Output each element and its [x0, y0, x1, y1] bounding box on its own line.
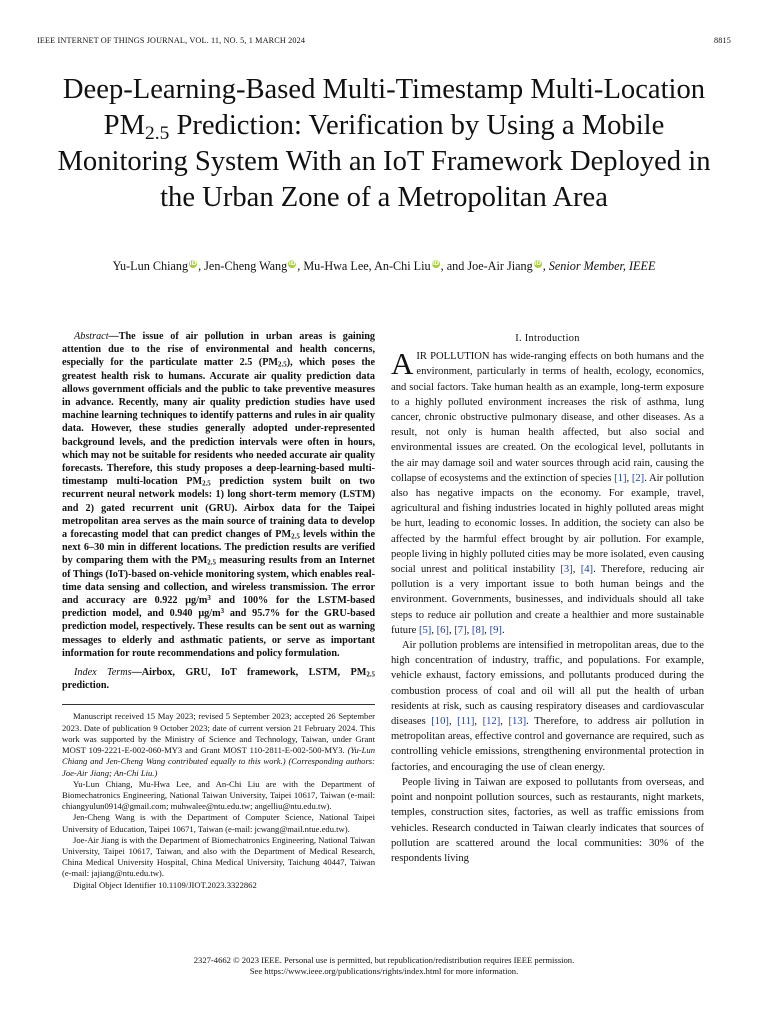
abstract-superscript: 3	[220, 608, 225, 616]
citation-link[interactable]: [10]	[431, 716, 449, 728]
index-terms-text: prediction.	[62, 680, 110, 692]
permissions-line: See https://www.ieee.org/publications/rights/index.html for more information.	[249, 966, 519, 976]
orcid-icon[interactable]: iD	[432, 260, 440, 267]
paragraph-text: . Air pollution also has negative impacts on the economy. For example, travel, agricultural and fishing industries located in highly polluted areas might be hurt, leading to economic losses. In addition, the society can also be affected by the harmful effect brought by air pollution. For example, people living in highly polluted cities may be more isolated, even causing social unrest and political instability	[391, 472, 705, 576]
journal-info: IEEE INTERNET OF THINGS JOURNAL, VOL. 11, NO. 5, 1 MARCH 2024	[37, 36, 306, 45]
footnote-affiliation-2: Jen-Cheng Wang is with the Department of Computer Science, National Taipei University of Education, Taipei 10671, Taiwan (e-mail: jcwang@mail.ntue.edu.tw).	[62, 812, 375, 834]
separator: ,	[474, 716, 483, 728]
abstract-subscript: 2.5	[202, 480, 211, 488]
paragraph-text: . Therefore, to address air pollution in metropolitan areas, effective control and governance are required, such as controlling vehicle emissions, strengthening environmental protection in factories, and encouraging the use of clean energy.	[391, 716, 704, 773]
citation-link[interactable]: [6]	[436, 624, 449, 636]
intro-paragraph-3: People living in Taiwan are exposed to pollutants from overseas, and point and nonpoint pollution sources, such as restaurants, night markets, temples, construction sites, factories, as well as traffic emissions from vehicles. Research conducted in Taiwan clearly indicates that sources of pollution are scattered around the local communities: 30% of the respondents living	[391, 776, 704, 864]
doi: Digital Object Identifier 10.1109/JIOT.2023.3322862	[73, 879, 257, 890]
separator: ,	[431, 624, 437, 636]
author-2: , Jen-Cheng Wang	[198, 259, 288, 273]
left-column	[62, 330, 375, 891]
abstract-text: measuring results from an Internet of Things (IoT)-based on-vehicle monitoring system, which enables real-time data sensing and collection, and wireless transmission. The error and accuracy are 0.922 μg/m	[62, 555, 375, 607]
paragraph-text: IR POLLUTION has wide-ranging effects on both humans and the environment, particularly in terms of health, ecology, economics, and social factors. Take human health as an example, long-term exposure to a highly polluted environment increases the risk of asthma, lung cancer, chronic obstructive pulmonary disease, and other diseases. As a result, not only is human health affected, but also social and environmental issues are created. On the ecological level, pollutants in the air may damage soil and water sources through acid rain, causing the collapse of ecosystems and the extinction of species	[391, 351, 704, 484]
footnote-affiliation-1: Yu-Lun Chiang, Mu-Hwa Lee, and An-Chi Liu are with the Department of Biomechatronics Engineering, National Taiwan University, Taipei 10617, Taiwan (e-mail: chiangyulun0914@gmail.com; muhwalee@ntu.edu.tw; angelliu@ntu.edu.tw).	[62, 778, 375, 812]
footnote-text: Manuscript received 15 May 2023; revised 5 September 2023; accepted 26 September 2023. Date of publication 9 October 2023; date of current version 21 February 2024. This work was supported by the Ministry of Science and Technology, Taiwan, under Grant MOST 109-2221-E-002-060-MY3 and Grant MOST 110-2811-E-002-500-MY3.	[62, 711, 375, 756]
abstract-label: Abstract	[74, 331, 109, 342]
author-1: Yu-Lun Chiang	[112, 259, 189, 273]
footnotes	[62, 711, 375, 890]
separator: ,	[466, 624, 472, 636]
index-terms-subscript: 2.5	[366, 671, 375, 679]
citation-link[interactable]: [9]	[489, 624, 502, 636]
paper-title	[40, 72, 728, 216]
drop-cap: A	[391, 346, 414, 382]
citation-link[interactable]: [2]	[631, 472, 645, 484]
abstract-text: —The issue of air pollution in urban areas is gaining attention due to the rise of environmental and health concerns, especially for the particulate matter 2.5 (PM	[62, 331, 375, 369]
intro-body	[391, 346, 705, 866]
index-terms	[62, 666, 375, 692]
abstract-subscript: 2.5	[278, 362, 287, 370]
abstract-text: levels within the next 6–30 min in different locations. The prediction results are verified by comparing them with the PM	[62, 529, 375, 567]
citation-link[interactable]: [5]	[418, 624, 432, 636]
abstract-text: ), which poses the greatest health risk to humans. Accurate air quality prediction data allows government officials and the public to take preventive measures in advance. Recently, many air quality prediction studies have used machine learning techniques to identify patterns and rules in air quality data. However, these studies generally adopted under-represented background levels, and the prediction intervals were often in hours, which may not be suitable for residents who needed accurate air quality forecasts. Therefore, this study proposes a deep-learning-based multi-timestamp multi-location PM	[62, 357, 375, 488]
abstract-text: prediction system built on two recurrent neural network models: 1) long short-term memory (LSTM) and 2) gated recurrent unit (GRU). Airbox data for the Taipei metropolitan area serves as the main source of training data to develop a forecasting model that can predict changes of PM	[62, 476, 375, 541]
separator: ,	[626, 472, 632, 484]
intro-paragraph-1	[391, 346, 705, 638]
right-column	[391, 330, 704, 866]
separator: ,	[448, 624, 455, 636]
citation-link[interactable]: [1]	[614, 472, 627, 484]
footnote-manuscript	[62, 711, 375, 778]
orcid-icon[interactable]: iD	[534, 260, 542, 267]
footnote-divider	[62, 704, 375, 705]
orcid-icon[interactable]: iD	[189, 260, 197, 267]
abstract-subscript: 2.5	[207, 560, 216, 568]
title-part-2: Prediction: Verification by Using a Mobile Monitoring System With an IoT Framework Deployed in the Urban Zone of a Metropolitan Area	[57, 110, 711, 213]
index-terms-label: Index Terms	[74, 667, 132, 679]
title-part-1: Deep-Learning-Based Multi-Timestamp Multi-Location PM	[62, 74, 706, 141]
separator: ,	[500, 716, 509, 728]
paragraph-text: Air pollution problems are intensified in metropolitan areas, due to the high concentration of industry, traffic, and populations. For example, vehicle exhaust, factory emissions, and pollutants produced during the combustion process of coal and oil will all put the health of urban residents at risk, such as causing respiratory diseases and cardiovascular diseases	[391, 640, 704, 728]
author-line	[20, 259, 748, 274]
intro-paragraph-2	[391, 638, 704, 775]
citation-link[interactable]: [4]	[580, 564, 594, 576]
index-terms-text: —Airbox, GRU, IoT framework, LSTM, PM	[131, 667, 367, 679]
citation-link[interactable]: [11]	[457, 716, 475, 728]
citation-link[interactable]: [8]	[471, 624, 485, 636]
separator: ,	[484, 624, 490, 636]
copyright-line: 2327-4662 © 2023 IEEE. Personal use is permitted, but republication/redistribution requires IEEE permission.	[193, 955, 575, 965]
citation-link[interactable]: [13]	[508, 716, 527, 728]
separator: ,	[572, 564, 581, 576]
orcid-icon[interactable]: iD	[288, 260, 296, 267]
abstract-text: and 100% for the LSTM-based prediction model, and 0.940 μg/m	[62, 595, 375, 620]
citation-link[interactable]: [7]	[454, 624, 467, 636]
paragraph-text: .	[501, 624, 505, 636]
citation-link[interactable]: [3]	[560, 564, 573, 576]
abstract-superscript: 3	[207, 594, 211, 602]
page-number: 8815	[714, 36, 731, 45]
paragraph-text: . Therefore, reducing air pollution is a very important issue to both human beings and the environment. Governments, businesses, and individuals should all take steps to reduce air pollution and create a healthier and more sustainable future	[391, 564, 705, 636]
abstract-subscript: 2.5	[291, 533, 300, 541]
footnote-affiliation-3: Joe-Air Jiang is with the Department of Biomechatronics Engineering, National Taiwan University, Taipei 10617, Taiwan, and also with the Department of Medical Research, China Medical University Hospital, China Medical University, Taichung 40447, Taiwan (e-mail: jajiang@ntu.edu.tw).	[62, 834, 375, 879]
running-header	[37, 36, 731, 45]
abstract	[62, 330, 375, 692]
author-membership: , Senior Member, IEEE	[542, 259, 656, 273]
citation-link[interactable]: [12]	[482, 716, 501, 728]
section-heading: I. Introduction	[515, 333, 580, 344]
author-3-4: , Mu-Hwa Lee, An-Chi Liu	[297, 259, 431, 273]
separator: ,	[448, 716, 458, 728]
abstract-text: and 95.7% for the GRU-based prediction model, respectively. These results can be sent out as warning messages to elderly and asthmatic patients, or serve as important information for route recommendations and policy formulation.	[62, 608, 376, 659]
title-subscript: 2.5	[145, 122, 170, 144]
author-5: , and Joe-Air Jiang	[440, 259, 533, 273]
footnote-italic-text: (Yu-Lun Chiang and Jen-Cheng Wang contributed equally to this work.) (Corresponding authors: Joe-Air Jiang; An-Chi Liu.)	[62, 745, 375, 778]
copyright-footer	[0, 955, 768, 977]
